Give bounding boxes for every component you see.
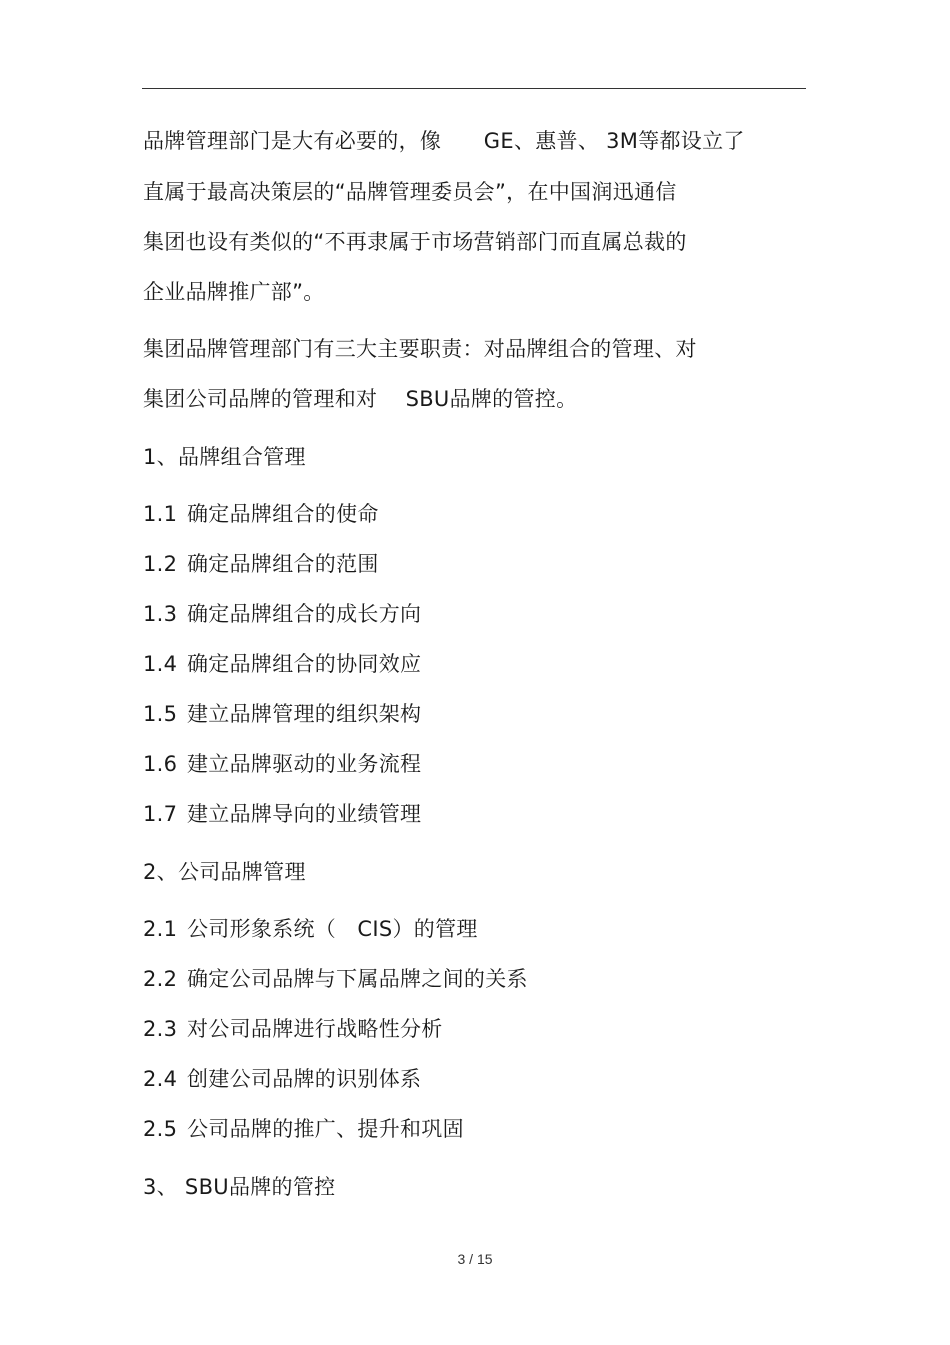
section1-item	[143, 501, 379, 527]
section1-item	[143, 551, 379, 577]
section1-item	[143, 801, 421, 827]
item-number: 2.5	[143, 1117, 178, 1141]
section1-item	[143, 601, 421, 627]
item-number: 1.3	[143, 602, 178, 626]
paragraph1-line-2: 直属于最高决策层的“品牌管理委员会”，在中国润迅通信	[143, 180, 677, 204]
item-text: 确定品牌组合的使命	[187, 502, 379, 526]
item-text: 确定公司品牌与下属品牌之间的关系	[187, 967, 528, 991]
section2-item	[143, 1066, 421, 1092]
section1-heading: 1、品牌组合管理	[143, 445, 306, 469]
section1-item	[143, 751, 421, 777]
item-text: 公司品牌的推广、提升和巩固	[187, 1117, 464, 1141]
item-text: 对公司品牌进行战略性分析	[187, 1017, 443, 1041]
item-text: 建立品牌管理的组织架构	[187, 702, 422, 726]
item-number: 1.4	[143, 652, 178, 676]
section2-item	[143, 916, 478, 942]
section3-heading: 3、 SBU品牌的管控	[143, 1175, 336, 1199]
section1-item	[143, 651, 421, 677]
item-text: 建立品牌驱动的业务流程	[187, 752, 422, 776]
header-rule	[142, 88, 806, 89]
section2-item	[143, 1116, 464, 1142]
paragraph1-line-4: 企业品牌推广部”。	[143, 280, 325, 304]
paragraph2-line-1: 集团品牌管理部门有三大主要职责：对品牌组合的管理、对	[143, 337, 697, 361]
item-number: 1.2	[143, 552, 178, 576]
paragraph1-line-1: 品牌管理部门是大有必要的，像 GE、惠普、 3M等都设立了	[143, 129, 745, 153]
item-number: 1.7	[143, 802, 178, 826]
item-number: 2.2	[143, 967, 178, 991]
item-text: 创建公司品牌的识别体系	[187, 1067, 422, 1091]
section1-item	[143, 701, 421, 727]
section2-heading: 2、公司品牌管理	[143, 860, 306, 884]
item-number: 2.4	[143, 1067, 178, 1091]
paragraph2-line-2: 集团公司品牌的管理和对 SBU品牌的管控。	[143, 387, 578, 411]
item-number: 1.5	[143, 702, 178, 726]
item-text: 确定品牌组合的成长方向	[187, 602, 422, 626]
section2-item	[143, 1016, 443, 1042]
item-number: 1.6	[143, 752, 178, 776]
section2-item	[143, 966, 528, 992]
item-text: 建立品牌导向的业绩管理	[187, 802, 422, 826]
item-text: 公司形象系统（ CIS）的管理	[187, 917, 478, 941]
item-text: 确定品牌组合的范围	[187, 552, 379, 576]
item-number: 2.3	[143, 1017, 178, 1041]
item-number: 1.1	[143, 502, 178, 526]
page-number: 3 / 15	[457, 1251, 493, 1267]
item-text: 确定品牌组合的协同效应	[187, 652, 422, 676]
paragraph1-line-3: 集团也设有类似的“不再隶属于市场营销部门而直属总裁的	[143, 230, 687, 254]
item-number: 2.1	[143, 917, 178, 941]
